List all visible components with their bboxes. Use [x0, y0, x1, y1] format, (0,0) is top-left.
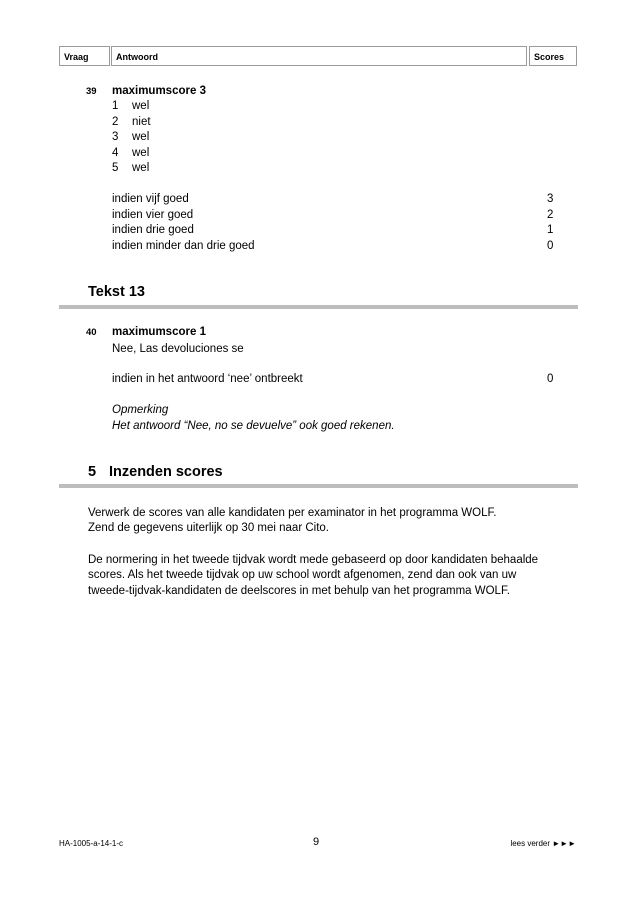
- q40-remark-label: Opmerking: [112, 404, 169, 416]
- section-5-paragraph-line: scores. Als het tweede tijdvak op uw school wordt afgenomen, zend dan ook van uw: [88, 569, 517, 581]
- q39-rule-score: 1: [547, 224, 554, 236]
- section-5-paragraph-line: tweede-tijdvak-kandidaten de deelscores in met behulp van het programma WOLF.: [88, 585, 510, 597]
- question-40-number: 40: [86, 327, 97, 338]
- header-scores: Scores: [529, 46, 577, 66]
- header-antwoord: Antwoord: [111, 46, 527, 66]
- section-title-tekst-13: Tekst 13: [88, 284, 145, 300]
- q39-item-number: 5: [112, 162, 119, 174]
- q39-rule-score: 0: [547, 240, 554, 252]
- section-5-paragraph-line: Verwerk de scores van alle kandidaten per examinator in het programma WOLF.: [88, 507, 497, 519]
- header-vraag: Vraag: [59, 46, 110, 66]
- q39-rule-score: 2: [547, 209, 554, 221]
- q39-rule-text: indien minder dan drie goed: [112, 240, 255, 252]
- section-5-title: Inzenden scores: [109, 464, 223, 480]
- q39-item-number: 1: [112, 100, 119, 112]
- section-divider: [59, 484, 578, 488]
- q39-item-value: wel: [132, 131, 150, 143]
- q39-item-value: wel: [132, 100, 150, 112]
- q39-item-value: wel: [132, 147, 150, 159]
- q39-item-value: niet: [132, 116, 151, 128]
- q39-rule-text: indien vier goed: [112, 209, 194, 221]
- q40-rule-text: indien in het antwoord ‘nee’ ontbreekt: [112, 373, 303, 385]
- footer-page-number: 9: [313, 836, 320, 848]
- q40-rule-score: 0: [547, 373, 554, 385]
- question-39-maxscore: maximumscore 3: [112, 85, 206, 97]
- q39-rule-text: indien vijf goed: [112, 193, 189, 205]
- q39-item-value: wel: [132, 162, 150, 174]
- section-5-paragraph-line: Zend de gegevens uiterlijk op 30 mei naar Cito.: [88, 522, 330, 534]
- q39-rule-text: indien drie goed: [112, 224, 194, 236]
- question-40-maxscore: maximumscore 1: [112, 326, 206, 338]
- section-divider: [59, 305, 578, 309]
- footer-document-code: HA-1005-a-14-1-c: [59, 839, 124, 848]
- footer-continue: lees verder ►►►: [510, 839, 576, 848]
- q40-remark-text: Het antwoord “Nee, no se devuelve” ook goed rekenen.: [112, 420, 395, 432]
- q39-item-number: 2: [112, 116, 119, 128]
- section-5-paragraph-line: De normering in het tweede tijdvak wordt mede gebaseerd op door kandidaten behaalde: [88, 554, 539, 566]
- q39-item-number: 4: [112, 147, 119, 159]
- q39-item-number: 3: [112, 131, 119, 143]
- section-5-number: 5: [88, 464, 97, 480]
- question-39-number: 39: [86, 86, 97, 97]
- q39-rule-score: 3: [547, 193, 554, 205]
- q40-answer: Nee, Las devoluciones se: [112, 343, 244, 355]
